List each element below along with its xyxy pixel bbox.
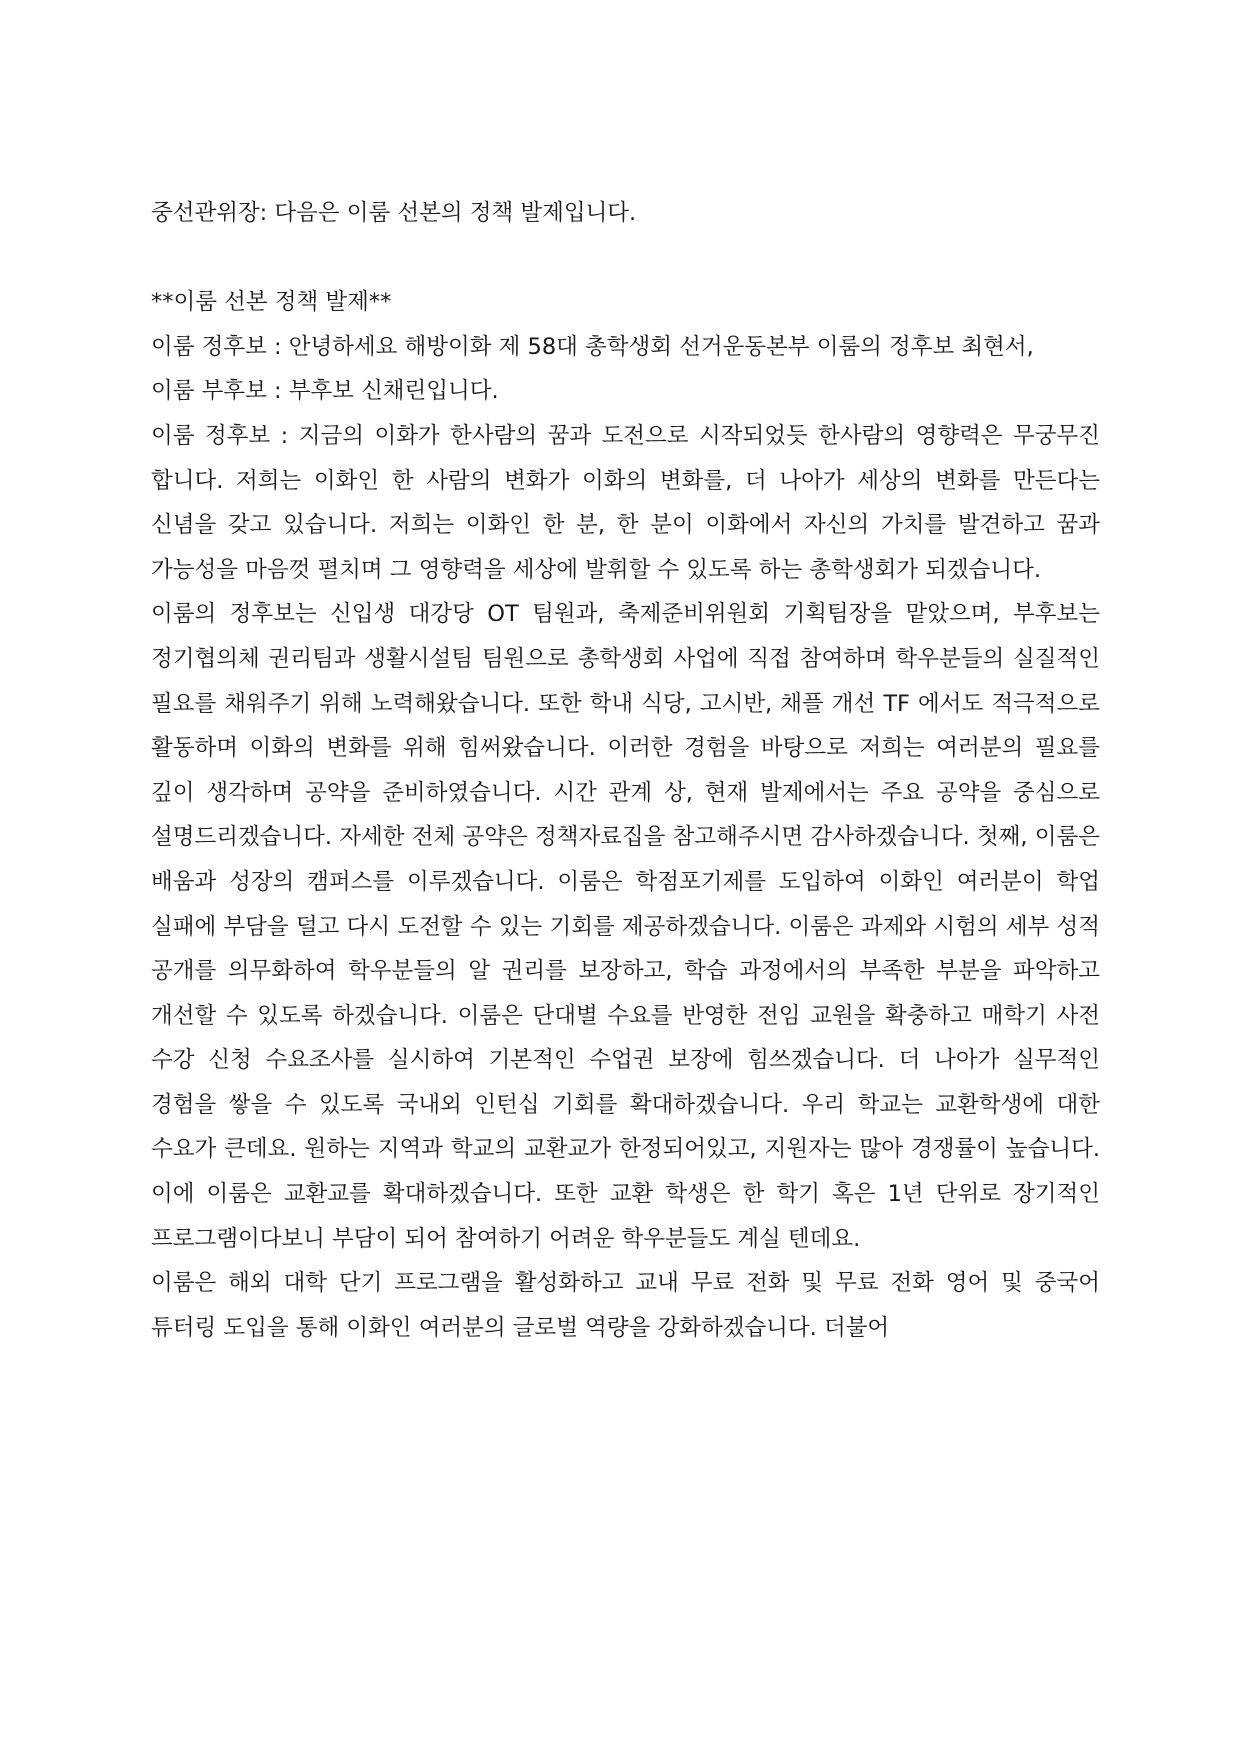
- paragraph-1: 이룸 정후보 : 안녕하세요 해방이화 제 58대 총학생회 선거운동본부 이룸의 정후보 최현서,: [151, 333, 1034, 360]
- section-heading: **이룸 선본 정책 발제**: [151, 289, 392, 316]
- paragraph-3: 이룸 정후보 : 지금의 이화가 한사람의 꿈과 도전으로 시작되었듯 한사람의 영향력은 무궁무진 합니다. 저희는 이화인 한 사람의 변화가 이화의 변화를, 더 나아가 세상의 변화를 만든다는 신념을 갖고 있습니다. 저희는 이화인 한 분, 한 분이 이화에서 자신의 가치를 발견하고 꿈과 가능성을 마음껏 펼치며 그 영향력을 세상에 발휘할 수 있도록 하는 총학생회가 되겠습니다.: [151, 422, 1100, 583]
- announcement-line: 중선관위장: 다음은 이룸 선본의 정책 발제입니다.: [151, 200, 637, 226]
- paragraph-5: 이룸은 해외 대학 단기 프로그램을 활성화하고 교내 무료 전화 및 무료 전화 영어 및 중국어 튜터링 도입을 통해 이화인 여러분의 글로벌 역량을 강화하겠습니다. 더불어: [151, 1270, 1100, 1341]
- paragraph-4: 이룸의 정후보는 신입생 대강당 OT 팀원과, 축제준비위원회 기획팀장을 맡았으며, 부후보는 정기협의체 권리팀과 생활시설팀 팀원으로 총학생회 사업에 직접 참여하며 학우분들의 실질적인 필요를 채워주기 위해 노력해왔습니다. 또한 학내 식당, 고시반, 채플 개선 TF 에서도 적극적으로 활동하며 이화의 변화를 위해 힘써왔습니다. 이러한 경험을 바탕으로 저희는 여러분의 필요를 깊이 생각하며 공약을 준비하였습니다. 시간 관계 상, 현재 발제에서는 주요 공약을 중심으로 설명드리겠습니다. 자세한 전체 공약은 정책자료집을 참고해주시면 감사하겠습니다. 첫째, 이룸은 배움과 성장의 캠퍼스를 이루겠습니다. 이룸은 학점포기제를 도입하여 이화인 여러분이 학업 실패에 부담을 덜고 다시 도전할 수 있는 기회를 제공하겠습니다. 이룸은 과제와 시험의 세부 성적 공개를 의무화하여 학우분들의 알 권리를 보장하고, 학습 과정에서의 부족한 부분을 파악하고 개선할 수 있도록 하겠습니다. 이룸은 단대별 수요를 반영한 전임 교원을 확충하고 매학기 사전 수강 신청 수요조사를 실시하여 기본적인 수업권 보장에 힘쓰겠습니다. 더 나아가 실무적인 경험을 쌓을 수 있도록 국내외 인턴십 기회를 확대하겠습니다. 우리 학교는 교환학생에 대한 수요가 큰데요. 원하는 지역과 학교의 교환교가 한정되어있고, 지원자는 많아 경쟁률이 높습니다. 이에 이룸은 교환교를 확대하겠습니다. 또한 교환 학생은 한 학기 혹은 1년 단위로 장기적인 프로그램이다보니 부담이 되어 참여하기 어려운 학우분들도 계실 텐데요.: [151, 601, 1100, 1252]
- paragraph-2: 이룸 부후보 : 부후보 신채린입니다.: [151, 378, 499, 405]
- document-body: [151, 191, 1100, 1350]
